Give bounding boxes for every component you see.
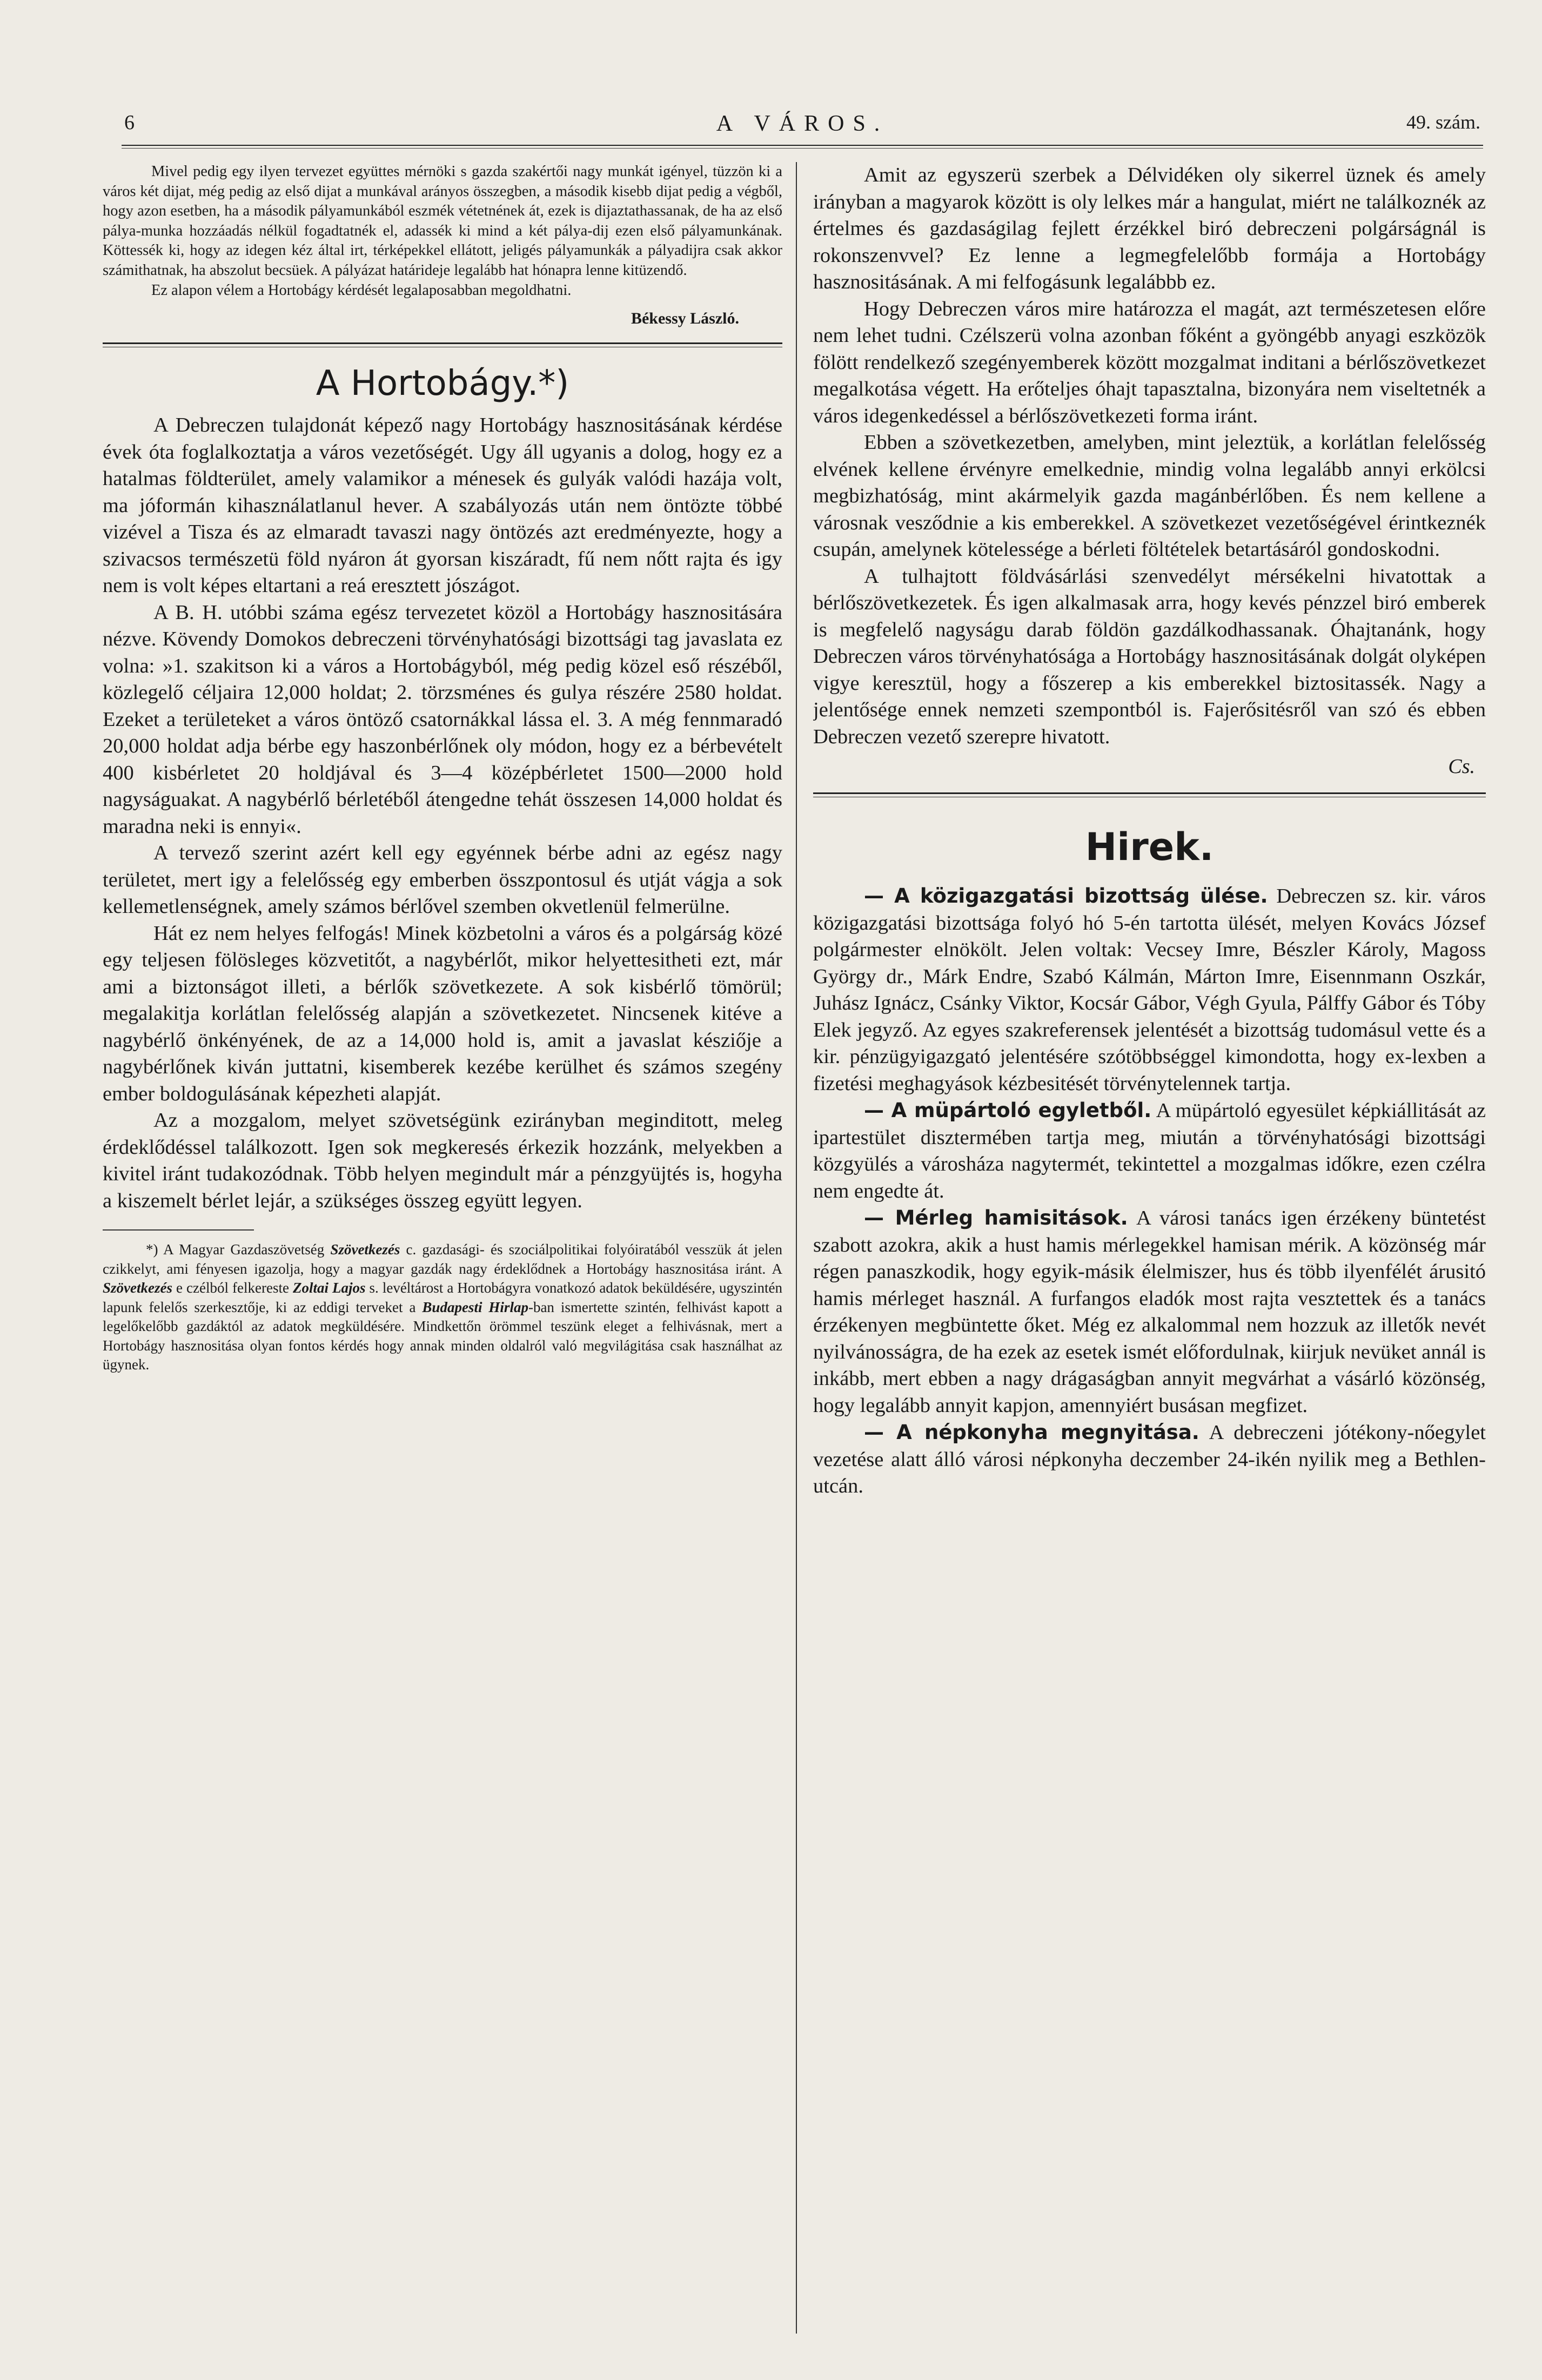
news-item xyxy=(813,1419,1486,1500)
article-paragraph: A tulhajtott földvásárlási szenvedélyt mérsékelni hivatottak a bérlőszövetkezetek. És igen alkalmasak arra, hogy kevés pénzzel biró emberek is megfelelő nagyságu darab földön gazdálkodhassanak. Óhajtanánk, hogy Debreczen város törvényhatósága a Hortobágy hasznositásának dolgát olyképen vigye keresztül, hogy a főszerep a kis emberekkel biztositassék. Nagy a jelentősége ennek nemzeti szempontból is. Fajerősitésről van szó és ebben Debreczen vezető szerepre hivatott. xyxy=(813,564,1486,748)
article-paragraph: Amit az egyszerü szerbek a Délvidéken oly sikerrel üznek és amely irányban a magyarok között is oly lelkes már a hangulat, miért ne találkoznék az értelmes és gazdaságilag fejlett érzékkel biró debreczeni polgárságnál is rokonszenvvel? Ez lenne a legmegfelelőbb formája a Hortobágy hasznositásának. A mi felfogásunk legalábbb ez. xyxy=(813,164,1486,293)
left-column xyxy=(103,162,782,1375)
news-section-title: Hirek. xyxy=(1085,825,1214,869)
header-rule xyxy=(122,145,1483,146)
intro-paragraph: Ez alapon vélem a Hortobágy kérdését legalaposabban megoldhatni. xyxy=(151,281,572,299)
issue-number: 49. szám. xyxy=(1406,111,1480,133)
article-paragraph: A Debreczen tulajdonát képező nagy Hortobágy hasznositásának kérdése évek óta foglalkoztatja a város vezetőségét. Ugy áll ugyanis a dolog, hogy ez a hatalmas földterület, amely valamikor a ménesek és gulyák valódi hazája volt, ma jóformán kihasználatlanul hever. A szabályozás után nem öntözte többé vizével a Tisza és az elmaradt tavaszi nagy öntözés azt eredményezte, hogy a szivacsos természetü föld nyáron át gyorsan kiszáradt, fű nem nőtt rajta és igy nem is volt képes eltartani a reá eresztett jószágot. xyxy=(103,414,782,597)
section-divider xyxy=(813,792,1486,797)
article-paragraph: Hogy Debreczen város mire határozza el magát, azt természetesen előre nem lehet tudni. Czélszerü volna azonban főként a gyöngébb anyagi eszközök fölött rendelkező szegényemberek között mozgalmat inditani a bérlőszövetkezet megalkotása végett. Ha erőteljes óhajt tapasztalna, bizonyára nem viseltetnék a város idegenkedéssel a bérlőszövetkezeti forma iránt. xyxy=(813,297,1486,427)
news-headline: — A közigazgatási bizottság ülése. xyxy=(864,884,1268,907)
author-signature: Békessy László. xyxy=(631,310,739,328)
article-paragraph: A B. H. utóbbi száma egész tervezetet közöl a Hortobágy hasznositására nézve. Kövendy Domokos debreczeni törvényhatósági bizottsági tag javaslata ez volna: »1. szakitson ki a város a Hortobágyból, még pedig közel eső részéből, közlegelő céljaira 12,000 holdat; 2. törzsménes és gulya részére 2580 holdat. Ezeket a területeket a város öntöző csatornákkal lássa el. 3. A még fennmaradó 20,000 holdat adja bérbe egy haszonbérlőnek oly módon, hogy ez a bérbevételt 400 kisbérletet 20 holdjával és 3—4 középbérletet 1500—2000 hold nagyságuakat. A nagybérlő bérletéből átengedne tehát összesen 14,000 holdat és maradna neki is ennyi«. xyxy=(103,601,782,838)
footnote-emphasis: Zoltai Lajos xyxy=(292,1280,366,1296)
footnote-text: e czélból felkereste xyxy=(172,1280,293,1296)
article-paragraph: Ebben a szövetkezetben, amelyben, mint jeleztük, a korlátlan felelősség elvének kellene érvényre emelkednie, mindig volna legalább annyi erkölcsi megbizhatóság, mint akármelyik gazda magánbérlőben. És nem kellene a városnak vesződnie a kis emberekkel. A szövetkezet vezetőségével érintkeznék csupán, amelynek kötelessége a bérleti föltételek betartásáról gondoskodni. xyxy=(813,431,1486,561)
footnote-emphasis: Budapesti Hirlap xyxy=(422,1299,528,1315)
news-headline: — Mérleg hamisitások. xyxy=(864,1206,1128,1229)
footnote-text: s. levéltárost a Hortobágyra vonatkozó adatok beküldésére, ugyszintén lapunk felelős szerkesztője, ki az eddigi terveket a xyxy=(103,1280,782,1315)
news-item xyxy=(813,883,1486,1097)
page-header xyxy=(124,111,1480,144)
news-headline: — A népkonyha megnyitása. xyxy=(864,1421,1199,1444)
article-paragraph: A tervező szerint azért kell egy egyénnek bérbe adni az egész nagy területet, mert igy a felelősség egy emberben összpontosul és utját vágja a sok kellemetlenségnek, amely számos bérlővel szemben okvetlenül felmerülne. xyxy=(103,842,782,918)
footnote-text: *) A Magyar Gazdaszövetség xyxy=(146,1241,331,1258)
news-body: Debreczen sz. kir. város közigazgatási bizottsága folyó hó 5-én tartotta ülését, melyen Kovács József polgármester elnökölt. Jelen voltak: Vecsey Imre, Bészler Károly, Magoss György dr., Márk Endre, Szabó Kálmán, Márton Imre, Eisennmann Oszkár, Juhász Ignácz, Csánky Viktor, Kocsár Gábor, Végh Gyula, Pálffy Gábor és Tóby Elek jegyző. Az egyes szakreferensek jelentését a bizottság tudomásul vette és a kir. pénzügyigazgató jelentésére szótöbbséggel kimondotta, hogy ex-lexben a fizetési meghagyások kézbesitését törvénytelennek tartja. xyxy=(813,885,1486,1095)
footnote xyxy=(103,1240,782,1375)
news-headline: — A müpártoló egyletből. xyxy=(864,1099,1152,1122)
article-paragraph: Az a mozgalom, melyet szövetségünk ezirányban meginditott, meleg érdeklődéssel találkozott. Igen sok megkeresés érkezik hozzánk, melyekben a kivitel iránt tudakozódnak. Több helyen megindult már a pénzgyüjtés is, hogyha a kiszemelt bérlet lejár, a szükséges összeg együtt legyen. xyxy=(103,1109,782,1212)
page-number: 6 xyxy=(124,111,135,134)
news-body: A müpártoló egyesület képkiállitását az ipartestület disztermében tartja meg, miután a törvényhatósági bizottsági közgyülés a városháza nagytermét, tekintettel a mozgalmas időkre, ezen czélra nem engedte át. xyxy=(813,1099,1486,1202)
footnote-text: -ban ismertette szintén, felhivást kapott a legelőkelőbb gazdáktól az adatok megküldésére. Mindkettőn örömmel teszünk eleget a felhivásnak, mert a Hortobágy hasznositása olyan fontos kérdés hogy annak minden oldalról való megvilágitása csak használhat az ügynek. xyxy=(103,1299,782,1373)
article-title: A Hortobágy.*) xyxy=(316,364,569,404)
newspaper-title: A VÁROS. xyxy=(716,111,889,136)
news-item xyxy=(813,1205,1486,1419)
section-divider xyxy=(103,342,782,347)
news-body: A debreczeni jótékony-nőegylet vezetése alatt álló városi népkonyha deczember 24-ikén nyilik meg a Bethlen-utcán. xyxy=(813,1421,1486,1497)
right-column xyxy=(813,162,1486,1500)
news-item xyxy=(813,1097,1486,1205)
article-paragraph: Hát ez nem helyes felfogás! Minek közbetolni a város és a polgárság közé egy teljesen fölösleges közvetitőt, a nagybérlőt, mikor helyettesitheti ezt, már ami a biztonságot illeti, a bérlők szövetkezete. A sok kisbérlő tömörül; megalakitja korlátlan felelősség alapján a szövetkezetet. Nincsenek kitéve a nagybérlő önkényének, de az a 14,000 hold is, amit a javaslat késziője a nagybérlőnek kiván juttatni, kisemberek kezébe kerülhet és számos szegény ember boldogulásának képezheti alapját. xyxy=(103,922,782,1105)
news-body: A városi tanács igen érzékeny büntetést szabott azokra, akik a hust hamis mérlegekkel hamisan mérik. A közönség már régen panaszkodik, hogy egyik-másik élelmiszer, hus és több ilyenfélét árusitó hamis mérleget használ. A furfangos eladók most rajta vesztettek és a tanács érzékenyen megbüntette őket. Még ez alkalommal nem hozzuk az illetők nevét nyilvánosságra, de ha ezek az esetek ismét előfordulnak, kiirjuk nevüket annál is inkább, mert ebben a nagy drágaságban annyit megvárhat a vásárló közönség, hogy legalább annyit kapjon, amennyiért busásan megfizet. xyxy=(813,1207,1486,1417)
intro-paragraph: Mivel pedig egy ilyen tervezet együttes mérnöki s gazda szakértői nagy munkát igényel, tüzzön ki a város két dijat, még pedig az első dijat a munkával arányos összegben, a második kisebb dijat pedig a végből, hogy azon esetben, ha a második pályamunkából eszmék vétetnének át, ezek is dijaztathassanak, de ha az első pálya-munka hozzáadás nélkül fogadtatnék el, adassék ki mind a két pálya-dij ezen első pályamunkának. Köttessék ki, hogy az idegen kéz által irt, térképekkel ellátott, jeligés pályamunkák a pályadijra csak akkor számithatnak, ha abszolut becsüek. A pályázat határideje legalább hat hónapra lenne kitüzendő. xyxy=(103,163,782,279)
column-divider xyxy=(796,162,797,2334)
footnote-emphasis: Szövetkezés xyxy=(103,1280,172,1296)
footnote-text: c. gazdasági- és szociálpolitikai folyóiratából vesszük át jelen czikkelyt, ami fényesen igazolja, hogy a magyar gazdák nagy érdeklődnek a Hortobágy hasznositása iránt. A xyxy=(103,1241,782,1277)
footnote-rule xyxy=(103,1229,254,1231)
header-rule-thin xyxy=(122,148,1483,149)
footnote-emphasis: Szövetkezés xyxy=(330,1241,400,1258)
author-signature: Cs. xyxy=(1448,755,1475,778)
